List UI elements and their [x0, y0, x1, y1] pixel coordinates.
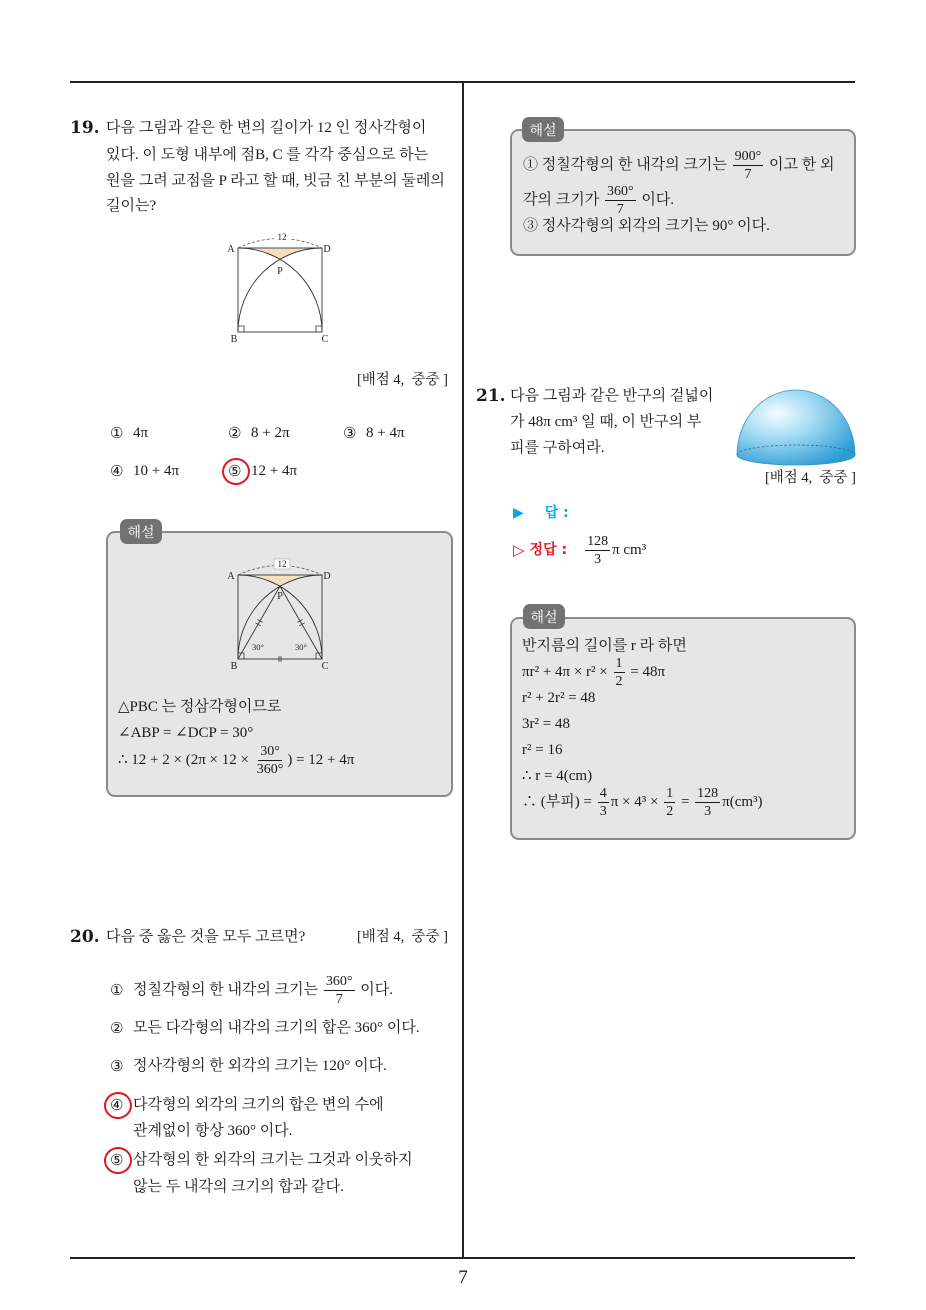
option-text: 8 + 4π: [366, 425, 405, 441]
question-stem-line: 다음 그림과 같은 반구의 겉넓이: [510, 388, 714, 404]
fraction-denominator: 2: [615, 673, 623, 689]
correct-answer-value: [583, 533, 647, 567]
arc-centered-c: [238, 248, 322, 332]
hemisphere-figure: [735, 386, 857, 470]
text-run: ① 정칠각형의 한 내각의 크기는: [523, 157, 731, 173]
text-run: π(cm³): [722, 794, 763, 810]
fraction-denominator: 2: [666, 803, 674, 819]
option-marker: ①: [110, 424, 124, 442]
question-stem: 다음 중 옳은 것을 모두 고르면?: [106, 929, 306, 945]
fraction-numerator: 1: [666, 785, 674, 801]
option-5: [110, 1147, 440, 1195]
solution-line: [522, 711, 570, 737]
score-label: [배점 4, 중중 ]: [356, 929, 448, 945]
question-stem-line: 있다. 이 도형 내부에 점B, C 를 각각 중심으로 하는: [106, 147, 429, 163]
option-3: [110, 1053, 440, 1079]
option-marker-circled: ④: [110, 1096, 124, 1114]
solution-line: [522, 685, 595, 711]
option-marker-circled: ⑤: [228, 462, 242, 480]
text-run: ∴ 12 + 2 × (2π × 12 ×: [118, 752, 253, 768]
text-run: 정사각형의 한 외각의 크기는 120° 이다.: [133, 1058, 387, 1074]
fraction-numerator: 900°: [734, 148, 762, 164]
solution-line: [523, 213, 770, 239]
answer-label: 답 :: [544, 505, 569, 521]
fraction-numerator: 1: [615, 655, 623, 671]
question-stem-line: 원을 그려 교점을 P 라고 할 때, 빗금 친 부분의 둘레의: [106, 173, 445, 189]
solution-line: [522, 763, 592, 789]
vertex-label-a: A: [227, 244, 235, 255]
solution-figure: [220, 552, 340, 677]
option-marker: ②: [110, 1019, 124, 1037]
arc-centered-b: [238, 248, 322, 332]
solution-label: 해설: [523, 604, 565, 629]
fraction-numerator: 360°: [325, 973, 353, 989]
text-run: r² + 2r² = 48: [522, 690, 596, 706]
hemisphere-dome: [737, 390, 855, 465]
option-4: [110, 458, 220, 484]
fraction-denominator: 7: [335, 991, 343, 1007]
solution-line: [118, 743, 355, 777]
option-text: [133, 1015, 420, 1041]
shaded-region: [238, 248, 322, 259]
text-run: ∠ABP = ∠DCP = 30°: [118, 725, 254, 741]
question-stem-line: 다음 그림과 같은 한 변의 길이가 12 인 정사각형이: [106, 120, 427, 136]
option-marker: ①: [110, 981, 124, 999]
text-run: ) = 12 + 4π: [287, 752, 355, 768]
score-label: [배점 4, 중중 ]: [356, 372, 448, 388]
option-marker: ④: [110, 462, 124, 480]
point-label-p: P: [277, 266, 283, 277]
fraction-numerator: 30°: [260, 743, 280, 759]
point-label-p: P: [277, 591, 283, 602]
fraction: [255, 744, 286, 777]
text-run: ∴ r = 4(cm): [522, 768, 593, 784]
option-2: [228, 420, 338, 446]
text-run: 정칠각형의 한 내각의 크기는: [133, 982, 322, 998]
vertex-label-c: C: [321, 334, 329, 345]
angle-label-c: 30°: [295, 642, 307, 652]
solution-box-20: [510, 122, 856, 256]
answer-row: [513, 500, 569, 526]
text-run: 다각형의 외각의 크기의 합은 변의 수에: [133, 1097, 384, 1113]
fraction-denominator: 7: [616, 201, 624, 217]
correct-answer-marker: ▷: [513, 541, 525, 559]
question-number: 20.: [70, 927, 100, 947]
fraction: [733, 149, 764, 182]
side-length-label: 12: [277, 232, 287, 242]
text-run: =: [677, 794, 694, 810]
fraction-denominator: 3: [704, 803, 712, 819]
fraction: [614, 656, 625, 689]
fraction-numerator: 128: [697, 785, 719, 801]
option-marker-circled: ⑤: [110, 1151, 124, 1169]
option-text: 10 + 4π: [133, 463, 180, 479]
right-angle-mark-b: [238, 326, 244, 332]
solution-line: [523, 148, 835, 182]
text-run: r² = 16: [522, 742, 563, 758]
vertex-label-b: B: [230, 334, 238, 345]
option-text: 4π: [133, 425, 149, 441]
vertex-label-a: A: [227, 571, 235, 582]
text-run: π × 4³ ×: [610, 794, 663, 810]
square-arcs-figure: [220, 225, 340, 350]
solution-label: 해설: [522, 117, 564, 142]
text-run: 삼각형의 한 외각의 크기는 그것과 이웃하지: [133, 1152, 413, 1168]
text-run: ③ 정사각형의 외각의 크기는 90° 이다.: [523, 218, 770, 234]
text-run: πr² + 4π × r² ×: [522, 664, 612, 680]
text-run: 반지름의 길이를 r 라 하면: [522, 638, 687, 654]
text-run: π cm³: [612, 542, 647, 558]
solution-box-19: [106, 524, 453, 797]
fraction-denominator: 3: [594, 551, 602, 567]
option-4: [110, 1092, 440, 1139]
vertex-label-d: D: [323, 571, 331, 582]
fraction: [664, 786, 675, 819]
option-text-continued: [133, 1174, 344, 1200]
shaded-region: [238, 575, 322, 586]
text-run: 이다.: [637, 192, 675, 208]
question-number: 21.: [476, 386, 506, 406]
score-label: [배점 4, 중중 ]: [764, 470, 856, 486]
vertex-label-b: B: [230, 661, 238, 672]
fraction: [324, 974, 355, 1007]
text-run: 이다.: [356, 982, 393, 998]
question-number: 19.: [70, 118, 100, 138]
square-outline: [238, 575, 322, 659]
option-5: [228, 458, 338, 484]
solution-line: [118, 720, 253, 746]
text-run: 관계없이 항상 360° 이다.: [133, 1123, 293, 1139]
text-run: 각의 크기가: [523, 192, 603, 208]
question-stem-line: 길이는?: [106, 198, 157, 214]
solution-line: [523, 183, 675, 217]
option-marker: ②: [228, 424, 242, 442]
text-run: 모든 다각형의 내각의 크기의 합은 360° 이다.: [133, 1020, 420, 1036]
option-text: [133, 973, 393, 1007]
text-run: 않는 두 내각의 크기의 합과 같다.: [133, 1179, 344, 1195]
fraction: [598, 786, 609, 819]
text-run: ∴ (부피) =: [522, 794, 596, 810]
text-run: 3r² = 48: [522, 716, 570, 732]
fraction-numerator: 128: [587, 533, 609, 549]
fraction-numerator: 4: [599, 785, 607, 801]
correct-answer-label: 정답 :: [529, 542, 568, 558]
text-run: △PBC 는 정삼각형이므로: [118, 699, 282, 715]
solution-label: 해설: [120, 519, 162, 544]
side-length-label: 12: [277, 559, 287, 569]
solution-line: [522, 655, 666, 689]
fraction: [605, 184, 636, 217]
question-stem-line: 가 48π cm³ 일 때, 이 반구의 부: [510, 414, 702, 430]
solution-line: [118, 694, 281, 720]
angle-label-b: 30°: [252, 642, 264, 652]
text-run: = 48π: [626, 664, 666, 680]
solution-line: [522, 633, 687, 659]
arc-centered-b: [238, 575, 322, 659]
fraction: [695, 786, 720, 819]
option-text: [133, 1147, 413, 1173]
right-angle-mark-c: [316, 326, 322, 332]
option-text: 12 + 4π: [251, 463, 298, 479]
fraction-numerator: 360°: [606, 183, 634, 199]
option-3: [343, 420, 453, 446]
option-text: 8 + 2π: [251, 425, 290, 441]
option-2: [110, 1015, 440, 1041]
bottom-rule: [70, 1257, 855, 1259]
column-divider: [462, 82, 464, 1258]
fraction: [585, 534, 610, 567]
text-run: 이고 한 외: [765, 157, 835, 173]
option-text: [133, 1092, 384, 1118]
vertex-label-d: D: [323, 244, 331, 255]
page-number: 7: [458, 1267, 468, 1288]
option-1: [110, 420, 220, 446]
vertex-label-c: C: [321, 661, 329, 672]
correct-answer-row: [513, 533, 647, 567]
option-text-continued: [133, 1118, 292, 1144]
fraction-denominator: 3: [599, 803, 607, 819]
solution-line: [522, 737, 562, 763]
solution-box-21: [510, 609, 856, 840]
option-text: [133, 1053, 387, 1079]
equal-length-tick-marks: [255, 619, 304, 662]
fraction-denominator: 360°: [256, 761, 284, 777]
fraction-denominator: 7: [744, 166, 752, 182]
option-marker: ③: [343, 424, 357, 442]
answer-marker: ▶: [513, 505, 524, 521]
option-1: [110, 973, 440, 1007]
solution-line: [522, 785, 763, 819]
square-outline: [238, 248, 322, 332]
arc-centered-c: [238, 575, 322, 659]
option-marker: ③: [110, 1057, 124, 1075]
question-stem-line: 피를 구하여라.: [510, 440, 605, 456]
